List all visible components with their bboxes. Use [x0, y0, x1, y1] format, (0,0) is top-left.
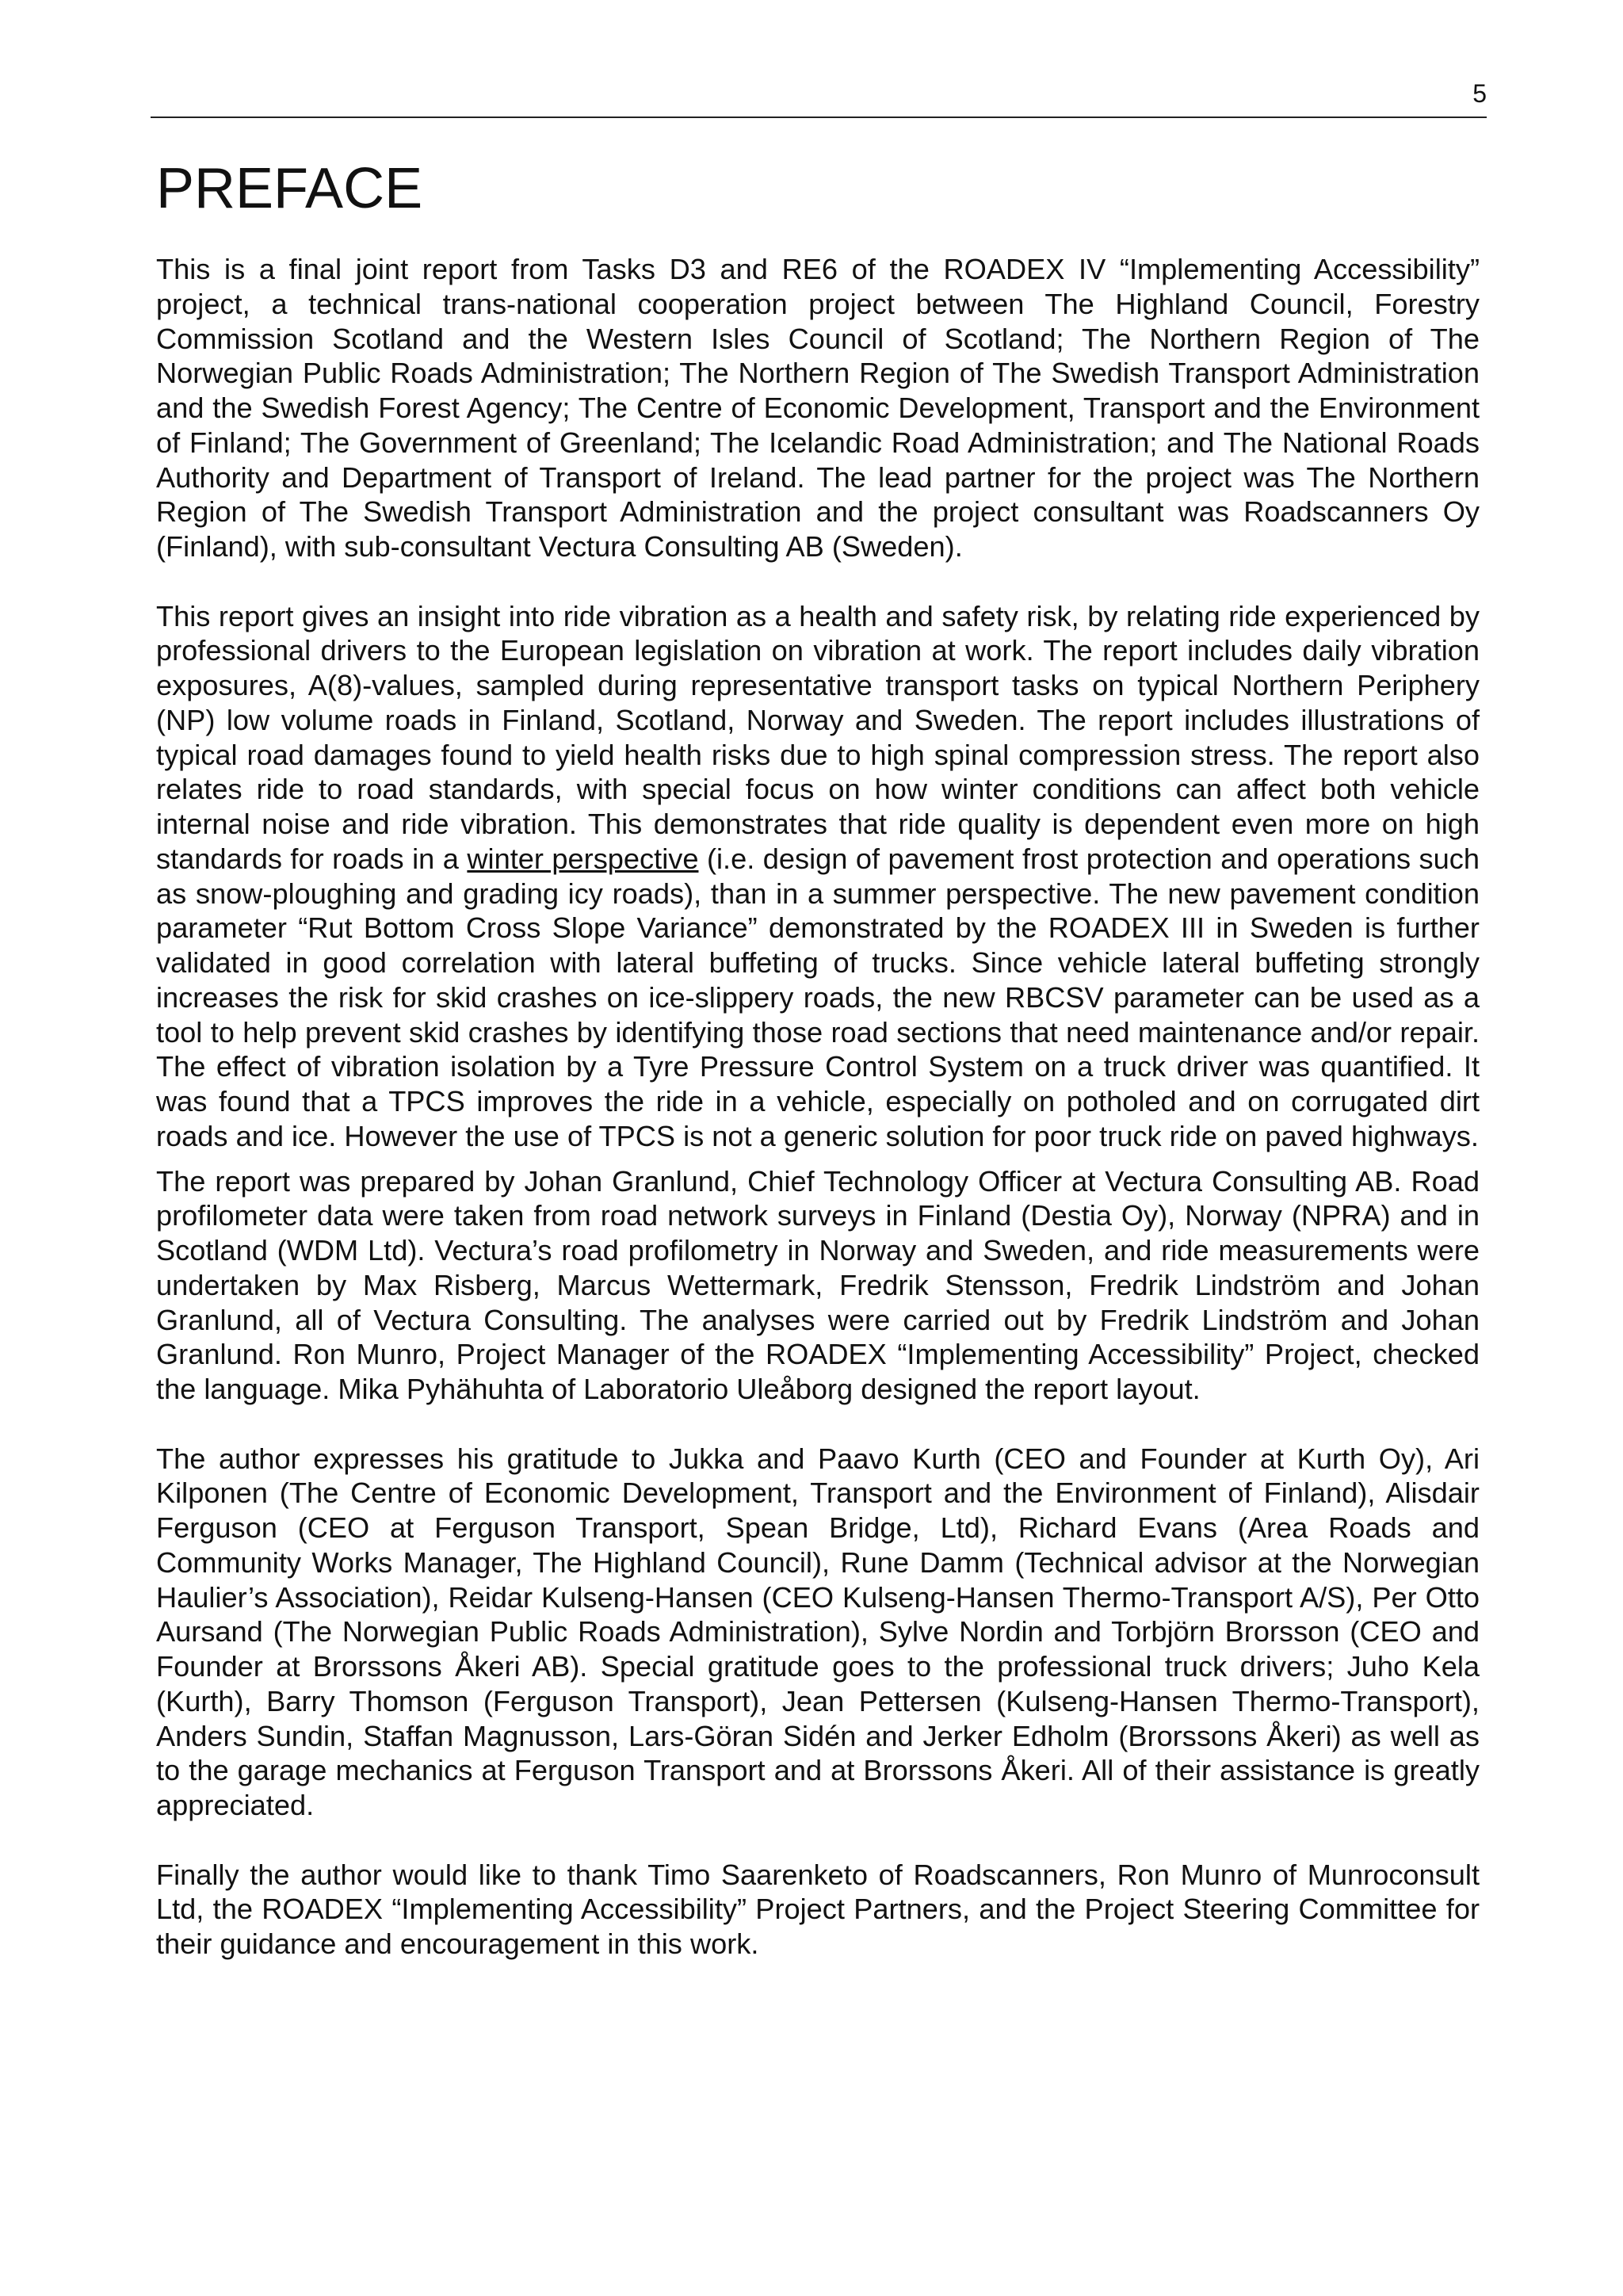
underlined-phrase: winter perspective [467, 842, 699, 875]
page-number: 5 [1472, 79, 1487, 108]
paragraph-report-insight [156, 599, 1480, 1154]
paragraph-final-thanks: Finally the author would like to thank Timo Saarenketo of Roadscanners, Ron Munro of Munroconsult Ltd, the ROADEX “Implementing Accessibility” Project Partners, and the Project Steering Committee for their guidance and encouragement in this work. [156, 1858, 1480, 1960]
paragraph-project-overview: This is a final joint report from Tasks D3 and RE6 of the ROADEX IV “Implementing Accessibility” project, a technical trans-national cooperation project between The Highland Council, Forestry Commission Scotland and the Western Isles Council of Scotland; The Northern Region of The Norwegian Public Roads Administration; The Northern Region of The Swedish Transport Administration and the Swedish Forest Agency; The Centre of Economic Development, Transport and the Environment of Finland; The Government of Greenland; The Icelandic Road Administration; and The National Roads Authority and Department of Transport of Ireland. The lead partner for the project was The Northern Region of The Swedish Transport Administration and the project consultant was Roadscanners Oy (Finland), with sub-consultant Vectura Consulting AB (Sweden). [156, 253, 1480, 563]
header-divider [151, 117, 1487, 118]
paragraph-report-preparation: The report was prepared by Johan Granlund, Chief Technology Officer at Vectura Consulting AB. Road profilometer data were taken from road network surveys in Finland (Destia Oy), Norway (NPRA) and in Scotland (WDM Ltd). Vectura’s road profilometry in Norway and Sweden, and ride measurements were undertaken by Max Risberg, Marcus Wettermark, Fredrik Stensson, Fredrik Lindström and Johan Granlund, all of Vectura Consulting. The analyses were carried out by Fredrik Lindström and Johan Granlund. Ron Munro, Project Manager of the ROADEX “Implementing Accessibility” Project, checked the language. Mika Pyhähuhta of Laboratorio Uleåborg designed the report layout. [156, 1164, 1480, 1405]
paragraph-report-insight-part-2: (i.e. design of pavement frost protection and operations such as snow-ploughing and grading icy roads), than in a summer perspective. The new pavement condition parameter “Rut Bottom Cross Slope Variance” demonstrated by the ROADEX III in Sweden is further validated in good correlation with lateral buffeting of trucks. Since vehicle lateral buffeting strongly increases the risk for skid crashes on ice-slippery roads, the new RBCSV parameter can be used as a tool to help prevent skid crashes by identifying those road sections that need maintenance and/or repair. The effect of vibration isolation by a Tyre Pressure Control System on a truck driver was quantified. It was found that a TPCS improves the ride in a vehicle, especially on potholed and on corrugated dirt roads and ice. However the use of TPCS is not a generic solution for poor truck ride on paved highways. [156, 842, 1480, 1152]
preface-body [156, 252, 1480, 1962]
paragraph-report-insight-part-1: This report gives an insight into ride vibration as a health and safety risk, by relating ride experienced by professional drivers to the European legislation on vibration at work. The report includes daily vibration exposures, A(8)-values, sampled during representative transport tasks on typical Northern Periphery (NP) low volume roads in Finland, Scotland, Norway and Sweden. The report includes illustrations of typical road damages found to yield health risks due to high spinal compression stress. The report also relates ride to road standards, with special focus on how winter conditions can affect both vehicle internal noise and ride vibration. This demonstrates that ride quality is dependent even more on high standards for roads in a [156, 599, 1480, 875]
page-title: PREFACE [156, 157, 423, 220]
paragraph-acknowledgements: The author expresses his gratitude to Jukka and Paavo Kurth (CEO and Founder at Kurth Oy), Ari Kilponen (The Centre of Economic Development, Transport and the Environment of Finland), Alisdair Ferguson (CEO at Ferguson Transport, Spean Bridge, Ltd), Richard Evans (Area Roads and Community Works Manager, The Highland Council), Rune Damm (Technical advisor at the Norwegian Haulier’s Association), Reidar Kulseng-Hansen (CEO Kulseng-Hansen Thermo-Transport A/S), Per Otto Aursand (The Norwegian Public Roads Administration), Sylve Nordin and Torbjörn Brorsson (CEO and Founder at Brorssons Åkeri AB). Special gratitude goes to the professional truck drivers; Juho Kela (Kurth), Barry Thomson (Ferguson Transport), Jean Pettersen (Kulseng-Hansen Thermo-Transport), Anders Sundin, Staffan Magnusson, Lars-Göran Sidén and Jerker Edholm (Brorssons Åkeri) as well as to the garage mechanics at Ferguson Transport and at Brorssons Åkeri. All of their assistance is greatly appreciated. [156, 1442, 1480, 1821]
